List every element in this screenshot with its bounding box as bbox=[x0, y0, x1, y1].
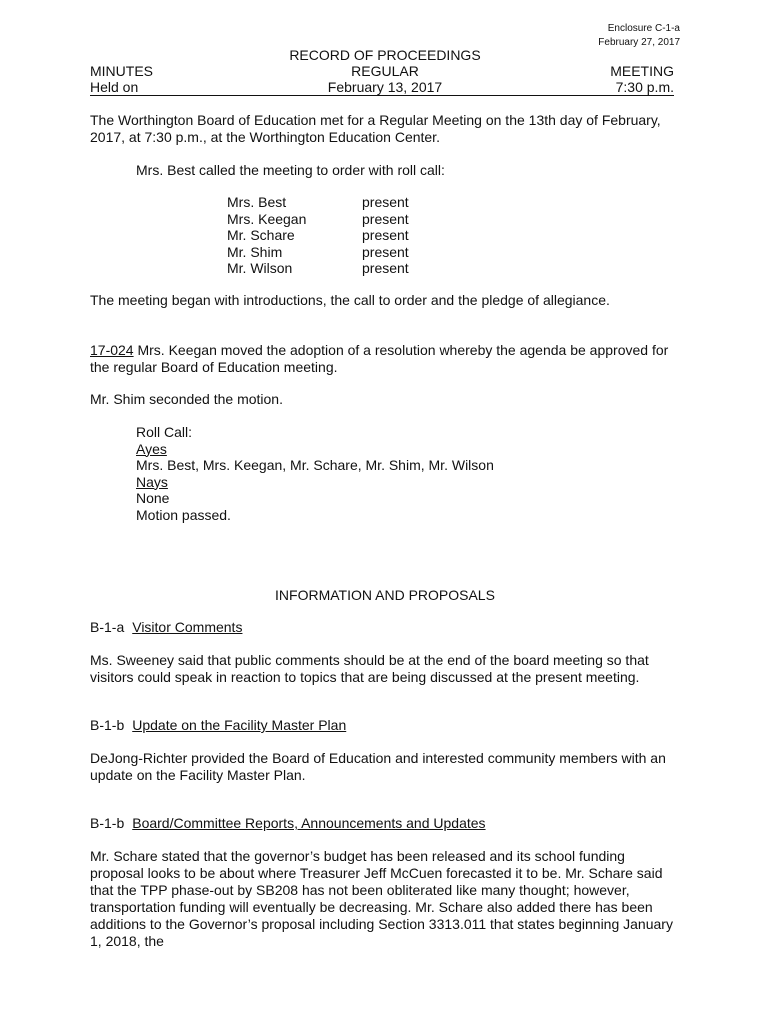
motion-result: Motion passed. bbox=[136, 506, 231, 523]
roll-call-row bbox=[227, 211, 409, 228]
nays-list: None bbox=[136, 490, 170, 506]
item-number: B-1-b bbox=[90, 815, 125, 831]
roll-call-row bbox=[227, 244, 409, 261]
member-name: Mr. Wilson bbox=[227, 260, 293, 276]
member-status: present bbox=[362, 194, 409, 210]
enclosure-date: February 27, 2017 bbox=[598, 37, 680, 48]
item-title: Visitor Comments bbox=[132, 619, 243, 635]
member-status: present bbox=[362, 260, 409, 276]
motion-text: Mrs. Keegan moved the adoption of a resolution whereby the agenda be approved for the regular Board of Education meeting. bbox=[90, 342, 669, 375]
member-name: Mrs. Keegan bbox=[227, 210, 307, 227]
item-title: Update on the Facility Master Plan bbox=[132, 717, 347, 733]
meeting-time: 7:30 p.m. bbox=[615, 79, 674, 95]
call-to-order: Mrs. Best called the meeting to order with roll call: bbox=[136, 162, 445, 178]
ayes-list: Mrs. Best, Mrs. Keegan, Mr. Schare, Mr. Shim, Mr. Wilson bbox=[136, 457, 494, 473]
agenda-item-heading bbox=[90, 815, 486, 832]
member-name: Mr. Schare bbox=[227, 227, 295, 243]
enclosure-label: Enclosure C-1-a bbox=[607, 23, 680, 34]
member-name: Mrs. Best bbox=[227, 194, 287, 210]
held-on-label: Held on bbox=[90, 79, 139, 95]
minutes-label: MINUTES bbox=[90, 63, 153, 79]
section-title: INFORMATION AND PROPOSALS bbox=[275, 587, 495, 603]
member-status: present bbox=[362, 227, 409, 243]
item-body: Mr. Schare stated that the governor’s budget has been released and its school funding proposal looks to be about where Treasurer Jeff McCuen forecasted it to be. Mr. Schare said that the TPP phase-out by SB208 has not been obliterated like many thought; however, transportation funding will eventually be decreasing. Mr. Schare also added there has been additions to the Governor’s proposal including Section 3313.011 that states beginning January 1, 2018, the bbox=[90, 848, 673, 949]
meeting-began-paragraph: The meeting began with introductions, the call to order and the pledge of allegiance. bbox=[90, 292, 610, 308]
motion-number: 17-024 bbox=[90, 342, 134, 358]
enclosure-note bbox=[598, 22, 680, 50]
item-number: B-1-a bbox=[90, 619, 125, 635]
meeting-type: REGULAR bbox=[351, 63, 419, 79]
ayes-label: Ayes bbox=[136, 440, 167, 457]
roll-call-row bbox=[227, 227, 409, 244]
header-right bbox=[610, 63, 674, 95]
meeting-label: MEETING bbox=[610, 63, 674, 79]
vote-block bbox=[136, 424, 494, 523]
seconded-paragraph: Mr. Shim seconded the motion. bbox=[90, 391, 283, 407]
item-number: B-1-b bbox=[90, 717, 125, 733]
item-body: Ms. Sweeney said that public comments should be at the end of the board meeting so that visitors could speak in reaction to topics that are being discussed at the present meeting. bbox=[90, 652, 649, 685]
record-title: RECORD OF PROCEEDINGS bbox=[289, 47, 481, 63]
meeting-date: February 13, 2017 bbox=[327, 79, 443, 95]
header-left bbox=[90, 63, 153, 95]
member-status: present bbox=[362, 243, 409, 260]
intro-paragraph: The Worthington Board of Education met for a Regular Meeting on the 13th day of February, 2017, at 7:30 p.m., at the Worthington Education Center. bbox=[90, 112, 661, 145]
member-name: Mr. Shim bbox=[227, 243, 283, 260]
roll-call-row bbox=[227, 194, 409, 211]
item-title: Board/Committee Reports, Announcements and Updates bbox=[132, 815, 486, 831]
roll-call-list bbox=[227, 194, 409, 277]
roll-call-label: Roll Call: bbox=[136, 424, 193, 440]
roll-call-row bbox=[227, 260, 409, 277]
agenda-item-heading bbox=[90, 717, 346, 734]
nays-label: Nays bbox=[136, 473, 168, 490]
member-status: present bbox=[362, 210, 409, 227]
motion-paragraph bbox=[90, 342, 680, 376]
agenda-item-heading bbox=[90, 619, 242, 636]
item-body: DeJong-Richter provided the Board of Education and interested community members with an update on the Facility Master Plan. bbox=[90, 750, 666, 783]
header-rule bbox=[90, 95, 674, 96]
